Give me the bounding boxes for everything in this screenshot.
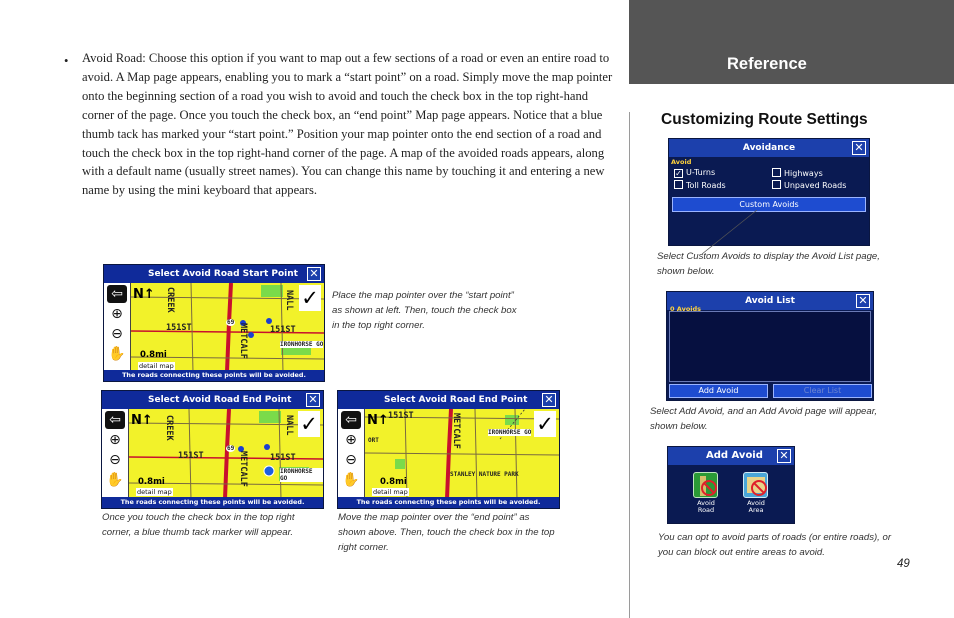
street-label: IRONHORSE GO [280, 468, 323, 482]
place-label: ORT [368, 437, 379, 444]
checkmark-icon[interactable]: ✓ [299, 285, 321, 311]
checkbox-icon[interactable] [772, 180, 781, 189]
zoom-in-icon[interactable]: ⊕ [111, 306, 123, 322]
end-point-map-screen-2 [337, 390, 560, 509]
close-icon[interactable]: ✕ [307, 267, 321, 281]
add-avoid-screen [667, 446, 795, 524]
map-footer: The roads connecting these points will be avoided. [104, 370, 324, 381]
map-title: Select Avoid Road End Point [338, 391, 559, 409]
checked-checkbox-icon[interactable]: ✓ [675, 169, 682, 178]
option-toll-roads[interactable] [674, 180, 726, 190]
detail-map-label: detail map [137, 488, 172, 496]
street-label: NALL [284, 415, 294, 436]
option-label: U-Turns [686, 168, 716, 177]
scale-value [138, 477, 165, 487]
avoid-list-title: Avoid List [667, 292, 873, 310]
street-label: 151ST [166, 323, 192, 333]
option-label: Highways [784, 169, 823, 178]
north-arrow-icon: N↑ [133, 287, 155, 302]
scale-unit: mi [395, 477, 407, 487]
scale-number: 0.8 [380, 477, 396, 487]
north-arrow-icon: N↑ [131, 413, 153, 428]
avoid-area-icon[interactable] [743, 472, 768, 498]
checkbox-icon[interactable] [772, 168, 781, 177]
zoom-out-icon[interactable]: ⊖ [109, 452, 121, 468]
avoid-list-screen [666, 291, 874, 401]
column-divider [629, 112, 630, 618]
back-arrow-icon[interactable]: ⇦ [105, 411, 125, 429]
map-title: Select Avoid Road Start Point [104, 265, 324, 283]
zoom-in-icon[interactable]: ⊕ [109, 432, 121, 448]
back-arrow-icon[interactable]: ⇦ [341, 411, 361, 429]
zoom-out-icon[interactable]: ⊖ [111, 326, 123, 342]
avoid-count: 0 Avoids [670, 305, 702, 313]
reference-tab-label: Reference [727, 55, 807, 73]
option-u-turns[interactable] [674, 168, 715, 178]
scale-number: 0.8 [138, 477, 154, 487]
custom-avoids-button[interactable]: Custom Avoids [672, 197, 866, 212]
park-label: STANLEY NATURE PARK [450, 471, 519, 478]
avoid-road-label: Avoid Road [697, 499, 715, 514]
end-point-caption-2: Move the map pointer over the “end point” as shown above. Then, touch the check box in the top right corner. [338, 512, 555, 553]
zoom-in-icon[interactable]: ⊕ [345, 432, 357, 448]
checkmark-icon[interactable]: ✓ [298, 411, 320, 437]
section-heading: Customizing Route Settings [661, 111, 868, 128]
map-toolbar [102, 409, 129, 497]
map-toolbar [104, 283, 131, 370]
clear-list-button[interactable]: Clear List [773, 384, 872, 398]
street-label: CREEK [165, 287, 175, 313]
avoidance-title: Avoidance [669, 139, 869, 157]
scale-value [140, 350, 167, 360]
close-icon[interactable]: ✕ [852, 141, 866, 155]
pan-hand-icon[interactable]: ✋ [108, 346, 126, 362]
map-toolbar [338, 409, 365, 497]
end-point-map-screen-1 [101, 390, 324, 509]
street-label: NALL [284, 290, 294, 311]
avoid-road-icon[interactable] [693, 472, 718, 498]
close-icon[interactable]: ✕ [777, 449, 791, 463]
avoid-list-caption: Select Add Avoid, and an Add Avoid page will appear, shown below. [650, 406, 878, 432]
add-avoid-title: Add Avoid [668, 447, 794, 465]
street-label: METCALF [238, 323, 248, 359]
street-label: IRONHORSE GO [488, 429, 532, 436]
add-avoid-caption: You can opt to avoid parts of roads (or entire roads), or you can block out entire areas to avoid. [658, 532, 892, 558]
street-label: IRONHORSE GO [280, 341, 324, 348]
page-number: 49 [897, 558, 910, 570]
map-footer: The roads connecting these points will be avoided. [102, 497, 323, 508]
scale-value [380, 477, 407, 487]
bullet-marker: • [64, 54, 69, 68]
street-label: 151ST [270, 453, 296, 463]
north-arrow-icon: N↑ [367, 413, 389, 428]
avoid-road-paragraph: Avoid Road: Choose this option if you want to map out a few sections of a road or even an entire road to avoid. A Map page appears, enabling you to mark a “start point” on a road. Simply move the map pointer onto the beginning section of a road you wish to avoid and touch the check box in the top right-hand corner of the page. Once you touch the check box, an “end point” Map page appears. Notice that a blue thumb tack has marked your “start point.” Position your map pointer onto the end section of a road and touch the check box in the top right-hand corner of the page. A map of the avoided roads appears, along with a default name (usually street names). You can change this name by touching it and entering a new name by using the mini keyboard that appears. [82, 51, 613, 198]
street-label: CREEK [164, 415, 174, 441]
option-label: Toll Roads [686, 181, 726, 190]
add-avoid-button[interactable]: Add Avoid [669, 384, 768, 398]
avoid-list [669, 305, 871, 382]
option-highways[interactable] [772, 168, 823, 178]
close-icon[interactable]: ✕ [542, 393, 556, 407]
map-footer: The roads connecting these points will be avoided. [338, 497, 559, 508]
scale-unit: mi [155, 350, 167, 360]
scale-number: 0.8 [140, 350, 156, 360]
end-point-caption-1: Once you touch the check box in the top right corner, a blue thumb tack marker will appear. [102, 512, 295, 538]
checkbox-icon[interactable] [674, 180, 683, 189]
option-unpaved-roads[interactable] [772, 180, 846, 190]
street-label: 151ST [388, 411, 414, 421]
start-point-caption: Place the map pointer over the “start point” as shown at left. Then, touch the check box in the top right corner. [332, 290, 517, 331]
highway-shield: 69 [227, 319, 235, 326]
back-arrow-icon[interactable]: ⇦ [107, 285, 127, 303]
avoidance-caption: Select Custom Avoids to display the Avoid List page, shown below. [657, 251, 880, 277]
street-label: METCALF [451, 413, 461, 449]
highway-shield: 69 [227, 445, 235, 452]
scale-unit: mi [153, 477, 165, 487]
avoid-area-label: Avoid Area [747, 499, 765, 514]
close-icon[interactable]: ✕ [306, 393, 320, 407]
map-title: Select Avoid Road End Point [102, 391, 323, 409]
callout-line [700, 208, 760, 256]
detail-map-label: detail map [373, 488, 408, 496]
close-icon[interactable]: ✕ [856, 294, 870, 308]
start-point-map-screen [103, 264, 325, 382]
pan-hand-icon[interactable]: ✋ [342, 472, 360, 488]
checkmark-icon[interactable]: ✓ [534, 411, 556, 437]
street-label: METCALF [238, 451, 248, 487]
street-label: 151ST [178, 451, 204, 461]
avoid-section-label: Avoid [671, 158, 692, 166]
avoidance-screen [668, 138, 870, 246]
zoom-out-icon[interactable]: ⊖ [345, 452, 357, 468]
option-label: Unpaved Roads [784, 181, 847, 190]
pan-hand-icon[interactable]: ✋ [106, 472, 124, 488]
street-label: 151ST [270, 325, 296, 335]
detail-map-label: detail map [139, 362, 174, 370]
